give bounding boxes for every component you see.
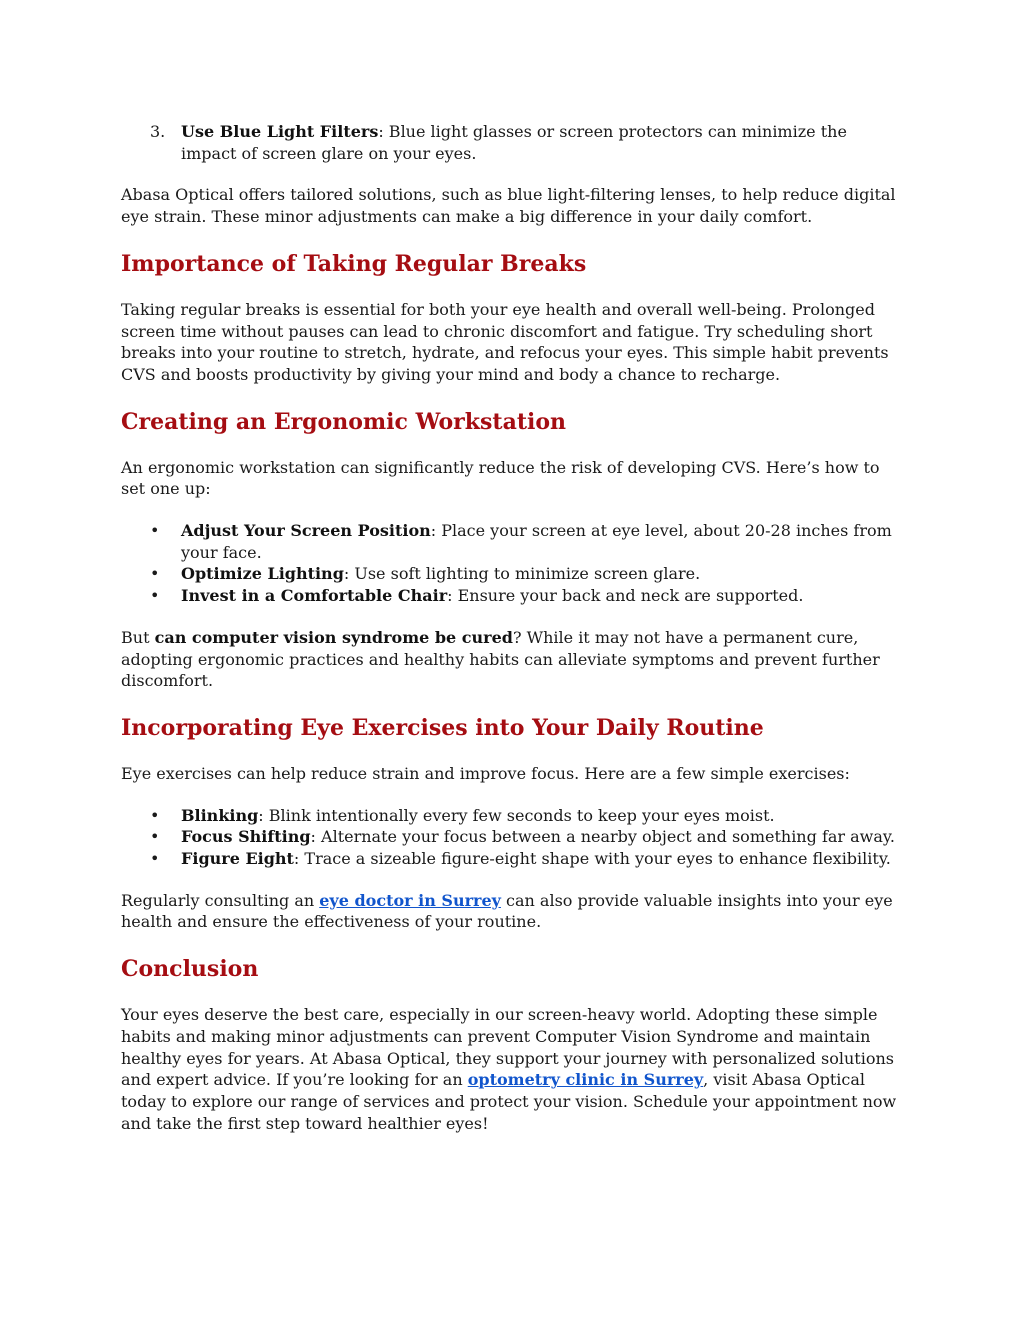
heading-eye-exercises: Incorporating Eye Exercises into Your Daily Routine [121, 714, 764, 741]
item-term: Adjust Your Screen Position [181, 521, 431, 541]
paragraph-ergonomic-intro: An ergonomic workstation can significantly reduce the risk of developing CVS. Here’s how to set one up: [121, 457, 880, 499]
bullet-icon: • [150, 827, 160, 847]
item-text: : Place your screen at eye level, about 20-28 inches from your face. [181, 521, 892, 562]
paragraph-consult [121, 890, 906, 933]
conclusion-pre: Your eyes deserve the best care, especially in our screen-heavy world. Adopting these simple habits and making minor adjustments can prevent Computer Vision Syndrome and maintain healthy eyes for years. At Abasa Optical, they support your journey with personalized solutions and expert advice. If you’re looking for an [121, 1005, 894, 1090]
paragraph-regular-breaks: Taking regular breaks is essential for both your eye health and overall well-being. Prolonged screen time without pauses can lead to chronic discomfort and fatigue. Try scheduling short breaks into your routine to stretch, hydrate, and refocus your eyes. This simple habit prevents CVS and boosts productivity by giving your mind and body a chance to recharge. [121, 299, 889, 384]
intro-paragraph: Abasa Optical offers tailored solutions, such as blue light-filtering lenses, to help reduce digital eye strain. These minor adjustments can make a big difference in your daily comfort. [121, 185, 896, 227]
cure-post: ? While it may not have a permanent cure, adopting ergonomic practices and healthy habits can alleviate symptoms and prevent further discomfort. [121, 627, 880, 691]
item-term: Invest in a Comfortable Chair [181, 586, 448, 606]
list-item [121, 563, 906, 585]
paragraph-eye-exercises-intro: Eye exercises can help reduce strain and improve focus. Here are a few simple exercises: [121, 763, 850, 783]
item-term: Use Blue Light Filters [181, 122, 379, 141]
item-term: Focus Shifting [181, 827, 311, 847]
list-item [121, 585, 906, 607]
list-item [121, 826, 906, 848]
item-term: Optimize Lighting [181, 564, 344, 584]
item-text: : Use soft lighting to minimize screen glare. [343, 564, 701, 584]
item-term: Figure Eight [181, 849, 294, 869]
heading-ergonomic-workstation: Creating an Ergonomic Workstation [121, 408, 567, 435]
item-text: : Trace a sizeable figure-eight shape with your eyes to enhance flexibility. [293, 849, 891, 869]
optometry-clinic-link[interactable]: optometry clinic in Surrey [467, 1070, 704, 1090]
conclusion-post: , visit Abasa Optical today to explore our range of services and protect your vision. Schedule your appointment now and take the first step toward healthier eyes! [121, 1070, 897, 1133]
paragraph-cure [121, 627, 906, 692]
heading-conclusion: Conclusion [121, 956, 259, 983]
bullet-icon: • [150, 564, 160, 584]
paragraph-conclusion [121, 1004, 906, 1134]
ergonomic-bullet-list [121, 520, 906, 607]
bullet-icon: • [150, 586, 160, 606]
item-text: : Alternate your focus between a nearby object and something far away. [310, 827, 895, 847]
bullet-icon: • [150, 849, 160, 869]
consult-post: can also provide valuable insights into your eye health and ensure the effectiveness of your routine. [121, 890, 893, 932]
item-text: : Blink intentionally every few seconds to keep your eyes moist. [258, 805, 775, 825]
heading-regular-breaks: Importance of Taking Regular Breaks [121, 250, 587, 277]
item-term: Blinking [181, 805, 259, 825]
list-item [121, 805, 906, 827]
bullet-icon: • [150, 521, 160, 541]
item-text: : Blue light glasses or screen protectors can minimize the impact of screen glare on your eyes. [181, 122, 847, 163]
cure-bold: can computer vision syndrome be cured [154, 627, 513, 647]
bullet-icon: • [150, 805, 160, 825]
eye-doctor-link[interactable]: eye doctor in Surrey [319, 890, 501, 910]
item-text: : Ensure your back and neck are supported. [447, 586, 804, 606]
list-item [121, 848, 906, 870]
exercises-bullet-list [121, 805, 906, 870]
numbered-item-blue-light [121, 121, 906, 164]
cure-pre: But [121, 627, 155, 647]
list-item [121, 520, 906, 563]
consult-pre: Regularly consulting an [121, 890, 320, 910]
list-number: 3. [150, 122, 166, 141]
document-page [121, 121, 906, 1154]
